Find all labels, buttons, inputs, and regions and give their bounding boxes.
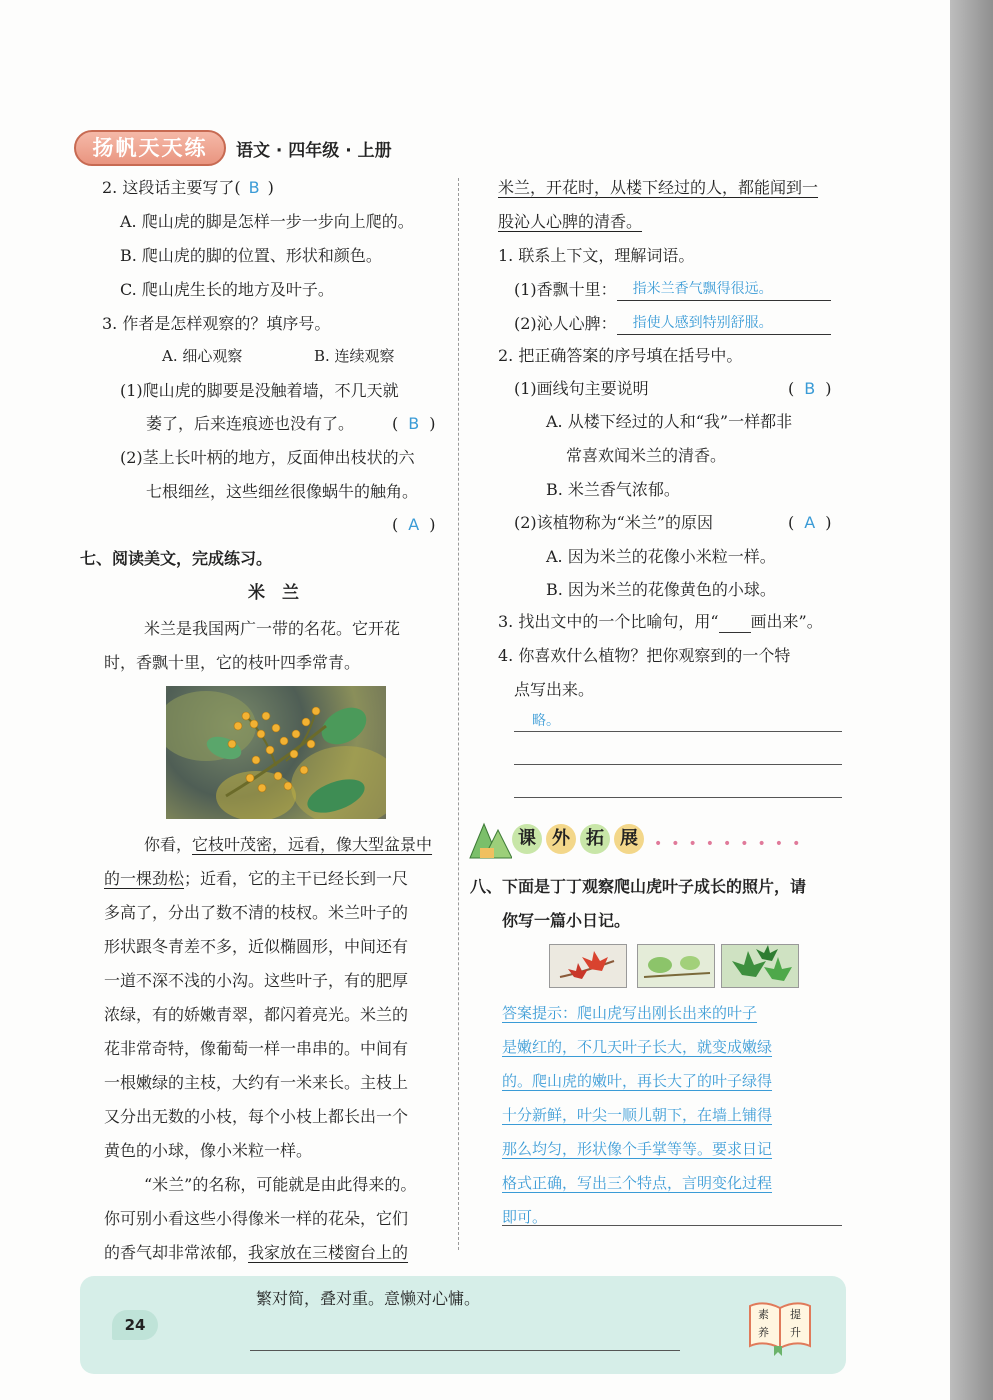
footer-write-line bbox=[250, 1350, 680, 1351]
leaf-photo-2 bbox=[637, 944, 715, 988]
passage-p1-line2: 时，香飘十里，它的枝叶四季常青。 bbox=[104, 653, 361, 672]
section-8-line1: 八、下面是丁丁观察爬山虎叶子成长的照片，请 bbox=[470, 877, 807, 896]
milan-flower-illustration bbox=[166, 686, 386, 819]
right-q1-b-answer: 指使人感到特别舒服。 bbox=[617, 312, 831, 335]
hint-line-7: 即可。 bbox=[502, 1208, 548, 1226]
passage-p2-line1: 你看，它枝叶茂密，远看，像大型盆景中 bbox=[144, 835, 433, 854]
passage-p2-line2: 的一棵劲松；近看，它的主干已经长到一尺 bbox=[104, 869, 409, 888]
passage-p2-line9: 又分出无数的小枝，每个小枝上都长出一个 bbox=[104, 1107, 409, 1126]
green-leaves-illustration bbox=[722, 945, 800, 989]
right-q4-answer: 略。 bbox=[532, 713, 560, 729]
milan-flower-photo bbox=[166, 686, 386, 819]
hint-line-6: 格式正确，写出三个特点，言明变化过程 bbox=[502, 1174, 773, 1192]
banner-dots: ••••••••• bbox=[654, 836, 810, 852]
subject-title: 语文 · 四年级 · 上册 bbox=[236, 141, 392, 161]
passage-p2-line6: 浓绿，有的娇嫩青翠，都闪着亮光。米兰的 bbox=[104, 1005, 409, 1024]
book-icon bbox=[746, 1298, 814, 1356]
page-edge-shadow bbox=[950, 0, 993, 1400]
left-q2-option-c: C. 爬山虎生长的地方及叶子。 bbox=[120, 280, 334, 299]
banner-char-2: 外 bbox=[546, 824, 576, 854]
left-q2-stem: 2. 这段话主要写了( B ) bbox=[102, 178, 274, 197]
young-leaf-illustration bbox=[638, 945, 716, 989]
passage-p2-line10: 黄色的小球，像小米粒一样。 bbox=[104, 1141, 313, 1160]
passage-p2-line3: 多高了，分出了数不清的枝杈。米兰叶子的 bbox=[104, 903, 409, 922]
right-q2-s1-answer: ( B ) bbox=[788, 379, 832, 398]
passage-p2-line5: 一道不深不浅的小沟。这些叶子，有的肥厚 bbox=[104, 971, 409, 990]
answer-line-2 bbox=[514, 764, 842, 765]
passage-p3-line3: 的香气却非常浓郁，我家放在三楼窗台上的 bbox=[104, 1243, 409, 1262]
right-q2-s1: (1)画线句主要说明 bbox=[514, 379, 649, 398]
right-q1-b: (2)沁人心脾： 指使人感到特别舒服。 bbox=[514, 312, 831, 335]
right-q4-line2: 点写出来。 bbox=[514, 680, 595, 699]
book-char-2: 提 bbox=[790, 1308, 801, 1321]
right-q1-a-answer: 指米兰香气飘得很远。 bbox=[617, 278, 831, 301]
section-7-heading: 七、阅读美文，完成练习。 bbox=[80, 549, 273, 568]
left-q3-s1-line2: 萎了，后来连痕迹也没有了。 bbox=[146, 414, 355, 433]
right-q2-s1-option-a1: A. 从楼下经过的人和“我”一样都非 bbox=[546, 412, 793, 431]
left-q3-s1-line1: (1)爬山虎的脚要是没触着墙，不几天就 bbox=[120, 381, 399, 400]
leaf-photo-3 bbox=[721, 944, 799, 988]
book-char-4: 升 bbox=[790, 1326, 801, 1339]
passage-p1-line1: 米兰是我国两广一带的名花。它开花 bbox=[144, 619, 401, 638]
passage-continued-line1: 米兰，开花时，从楼下经过的人，都能闻到一 bbox=[498, 178, 819, 197]
left-q3-s2-answer: ( A ) bbox=[392, 515, 436, 534]
book-char-3: 养 bbox=[758, 1326, 769, 1339]
hint-bottom-line bbox=[502, 1225, 842, 1226]
book-char-1: 素 bbox=[758, 1308, 769, 1321]
left-q2-answer: B bbox=[248, 178, 260, 197]
right-q2-s1-option-a2: 常喜欢闻米兰的清香。 bbox=[566, 446, 727, 465]
page-number: 24 bbox=[112, 1310, 158, 1340]
right-q4-line1: 4. 你喜欢什么植物？把你观察到的一个特 bbox=[498, 646, 791, 665]
passage-p3-line1: “米兰”的名称，可能就是由此得来的。 bbox=[144, 1175, 417, 1194]
banner-char-4: 展 bbox=[614, 824, 644, 854]
passage-title: 米 兰 bbox=[248, 583, 299, 603]
brand-text: 扬帆天天练 bbox=[92, 136, 208, 160]
passage-continued-line2: 股沁人心脾的清香。 bbox=[498, 212, 643, 231]
right-q2-s1-option-b: B. 米兰香气浓郁。 bbox=[546, 480, 680, 499]
right-q3: 3. 找出文中的一个比喻句，用“ 画出来”。 bbox=[498, 612, 823, 631]
hint-line-1: 答案提示：爬山虎写出刚长出来的叶子 bbox=[502, 1004, 758, 1022]
leaf-photo-1 bbox=[549, 944, 627, 988]
right-q1-a: (1)香飘十里： 指米兰香气飘得很远。 bbox=[514, 278, 831, 301]
column-divider bbox=[458, 178, 459, 1250]
right-q2-s2-option-b: B. 因为米兰的花像黄色的小球。 bbox=[546, 580, 776, 599]
passage-p3-line2: 你可别小看这些小得像米一样的花朵，它们 bbox=[104, 1209, 409, 1228]
right-q1-stem: 1. 联系上下文，理解词语。 bbox=[498, 246, 695, 265]
left-q3-s2-line1: (2)茎上长叶柄的地方，反面伸出枝状的六 bbox=[120, 448, 415, 467]
left-q2-option-b: B. 爬山虎的脚的位置、形状和颜色。 bbox=[120, 246, 382, 265]
left-q2-option-a: A. 爬山虎的脚是怎样一步一步向上爬的。 bbox=[120, 212, 414, 231]
hint-line-5: 那么均匀，形状像个手掌等等。要求日记 bbox=[502, 1140, 773, 1158]
passage-p2-line8: 一根嫩绿的主枝，大约有一米来长。主枝上 bbox=[104, 1073, 409, 1092]
answer-line-1 bbox=[514, 731, 842, 732]
left-q3-stem: 3. 作者是怎样观察的？填序号。 bbox=[102, 314, 331, 333]
left-q3-option-b: B. 连续观察 bbox=[314, 347, 395, 365]
hint-line-3: 的。爬山虎的嫩叶，再长大了的叶子绿得 bbox=[502, 1072, 773, 1090]
section-8-line2: 你写一篇小日记。 bbox=[502, 911, 631, 930]
brand-badge bbox=[74, 130, 226, 166]
answer-line-3 bbox=[514, 797, 842, 798]
left-q3-s1-answer: ( B ) bbox=[392, 414, 436, 433]
right-q2-s2-option-a: A. 因为米兰的花像小米粒一样。 bbox=[546, 547, 776, 566]
hint-line-2: 是嫩红的，不几天叶子长大，就变成嫩绿 bbox=[502, 1038, 773, 1056]
left-q3-option-a: A. 细心观察 bbox=[162, 347, 243, 365]
passage-p2-line4: 形状跟冬青差不多，近似椭圆形，中间还有 bbox=[104, 937, 409, 956]
right-q2-stem: 2. 把正确答案的序号填在括号中。 bbox=[498, 346, 743, 365]
mountain-icon bbox=[468, 812, 512, 862]
right-q2-s2-answer: ( A ) bbox=[788, 513, 832, 532]
hint-line-4: 十分新鲜，叶尖一顺儿朝下，在墙上铺得 bbox=[502, 1106, 773, 1124]
red-leaf-illustration bbox=[550, 945, 628, 989]
banner-char-1: 课 bbox=[512, 824, 542, 854]
footer-proverb: 繁对简，叠对重。意懒对心慵。 bbox=[256, 1289, 481, 1308]
left-q3-s2-line2: 七根细丝，这些细丝很像蜗牛的触角。 bbox=[146, 482, 419, 501]
banner-char-3: 拓 bbox=[580, 824, 610, 854]
right-q2-s2: (2)该植物称为“米兰”的原因 bbox=[514, 513, 714, 532]
passage-p2-line7: 花非常奇特，像葡萄一样一串串的。中间有 bbox=[104, 1039, 409, 1058]
extension-banner bbox=[468, 812, 818, 862]
